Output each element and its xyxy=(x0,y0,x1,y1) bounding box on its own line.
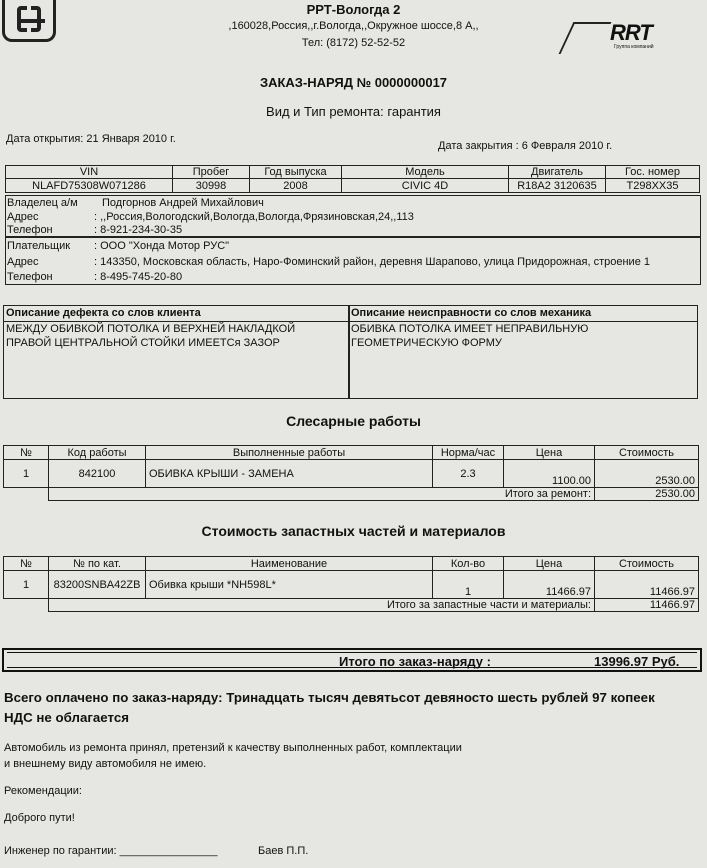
rrt-logo xyxy=(566,18,676,52)
client-defect-text-2: ПРАВОЙ ЦЕНТРАЛЬНОЙ СТОЙКИ ИМЕЕТСя ЗАЗОР xyxy=(6,337,280,349)
parts-row-price: 11466.97 xyxy=(504,571,595,599)
grand-total-box xyxy=(2,648,702,672)
payer-address-value: : 143350, Московская область, Наро-Фоминский район, деревня Шарапово, улица Придорожная, строение 1 xyxy=(94,256,650,268)
works-header-num: № xyxy=(4,446,49,460)
client-defect-box xyxy=(3,305,350,399)
payer-phone-label: Телефон xyxy=(7,271,53,283)
parts-total-label: Итого за запастные части и материалы: xyxy=(49,599,595,612)
client-defect-header: Описание дефекта со слов клиента xyxy=(4,306,349,322)
works-row-num: 1 xyxy=(4,460,49,488)
works-row-price: 1100.00 xyxy=(504,460,595,488)
vehicle-plate: Т298ХХ35 xyxy=(606,179,700,193)
mechanic-defect-text-2: ГЕОМЕТРИЧЕСКУЮ ФОРМУ xyxy=(351,337,502,349)
payer-block xyxy=(5,237,701,285)
vehicle-header-plate: Гос. номер xyxy=(606,166,700,179)
payer-value: : ООО "Хонда Мотор РУС" xyxy=(94,240,230,252)
parts-header-catalog: № по кат. xyxy=(49,557,146,571)
paid-amount-text: Всего оплачено по заказ-наряду: Тринадцать тысяч девятьсот девяносто шесть рублей 97 копеек xyxy=(4,690,655,705)
works-total-value: 2530.00 xyxy=(595,488,699,501)
parts-total-value: 11466.97 xyxy=(595,599,699,612)
grand-total-value: 13996.97 Руб. xyxy=(594,654,680,669)
vehicle-header-year: Год выпуска xyxy=(250,166,342,179)
vehicle-mileage: 30998 xyxy=(173,179,250,193)
mechanic-defect-header: Описание неисправности со слов механика xyxy=(349,306,697,322)
vehicle-year: 2008 xyxy=(250,179,342,193)
client-defect-text-1: МЕЖДУ ОБИВКОЙ ПОТОЛКА И ВЕРХНЕЙ НАКЛАДКОЙ xyxy=(6,323,296,335)
owner-phone-label: Телефон xyxy=(7,224,53,236)
parts-row-cost: 11466.97 xyxy=(595,571,699,599)
vehicle-header-model: Модель xyxy=(342,166,509,179)
parts-table xyxy=(3,556,699,612)
works-row-code: 842100 xyxy=(49,460,146,488)
parts-row-catalog: 83200SNBA42ZB xyxy=(49,571,146,599)
owner-value: Подгорнов Андрей Михайлович xyxy=(102,197,264,209)
payer-label: Плательщик xyxy=(7,240,71,252)
vehicle-header-mileage: Пробег xyxy=(173,166,250,179)
works-header-code: Код работы xyxy=(49,446,146,460)
acceptance-text-1: Автомобиль из ремонта принял, претензий к качеству выполненных работ, комплектации xyxy=(4,742,462,754)
parts-row-name: Обивка крыши *NH598L* xyxy=(146,571,433,599)
parts-header-cost: Стоимость xyxy=(595,557,699,571)
close-date: Дата закрытия : 6 Февраля 2010 г. xyxy=(438,140,613,152)
engineer-name: Баев П.П. xyxy=(258,845,309,857)
company-name: РРТ-Вологда 2 xyxy=(306,2,401,17)
grand-total-label: Итого по заказ-наряду : xyxy=(339,654,491,669)
vehicle-model: CIVIC 4D xyxy=(342,179,509,193)
vehicle-header-vin: VIN xyxy=(6,166,173,179)
company-address: ,160028,Россия,,г.Вологда,,Окружное шоссе,8 А,, xyxy=(228,20,479,32)
document-subtitle: Вид и Тип ремонта: гарантия xyxy=(266,104,441,119)
owner-address-label: Адрес xyxy=(7,211,39,223)
owner-address-value: : ,,Россия,Вологодский,Вологда,Вологда,Фрязиновская,24,,113 xyxy=(94,211,414,223)
vat-text: НДС не облагается xyxy=(4,710,129,725)
owner-phone-value: : 8-921-234-30-35 xyxy=(94,224,183,236)
vehicle-table xyxy=(5,165,700,193)
mechanic-defect-text-1: ОБИВКА ПОТОЛКА ИМЕЕТ НЕПРАВИЛЬНУЮ xyxy=(351,323,589,335)
works-header-norm: Норма/час xyxy=(433,446,504,460)
vehicle-vin: NLAFD75308W071286 xyxy=(6,179,173,193)
payer-address-label: Адрес xyxy=(7,256,39,268)
company-phone: Тел: (8172) 52-52-52 xyxy=(301,37,406,49)
mechanic-defect-box xyxy=(348,305,698,399)
parts-title: Стоимость запастных частей и материалов xyxy=(201,523,506,539)
parts-row-qty: 1 xyxy=(433,571,504,599)
engineer-label: Инженер по гарантии: ________________ xyxy=(4,845,218,857)
owner-block xyxy=(5,195,701,237)
document-title: ЗАКАЗ-НАРЯД № 0000000017 xyxy=(259,75,448,90)
works-header-price: Цена xyxy=(504,446,595,460)
vehicle-header-engine: Двигатель xyxy=(509,166,606,179)
payer-phone-value: : 8-495-745-20-80 xyxy=(94,271,183,283)
works-total-label: Итого за ремонт: xyxy=(49,488,595,501)
recommendations-label: Рекомендации: xyxy=(4,785,82,797)
rrt-logo-text: RRT xyxy=(610,20,652,45)
works-row-cost: 2530.00 xyxy=(595,460,699,488)
vehicle-engine: R18A2 3120635 xyxy=(509,179,606,193)
works-header-cost: Стоимость xyxy=(595,446,699,460)
parts-header-name: Наименование xyxy=(146,557,433,571)
works-row-norm: 2.3 xyxy=(433,460,504,488)
works-header-work: Выполненные работы xyxy=(146,446,433,460)
rrt-logo-subtext: Группа компаний xyxy=(614,44,654,50)
acceptance-text-2: и внешнему виду автомобиля не имею. xyxy=(4,758,207,770)
owner-label: Владелец а/м xyxy=(7,197,78,209)
open-date: Дата открытия: 21 Января 2010 г. xyxy=(6,133,176,145)
parts-header-qty: Кол-во xyxy=(433,557,504,571)
works-row-name: ОБИВКА КРЫШИ - ЗАМЕНА xyxy=(146,460,433,488)
goodbye-text: Доброго пути! xyxy=(4,812,75,824)
parts-header-num: № xyxy=(4,557,49,571)
works-table xyxy=(3,445,699,501)
parts-header-price: Цена xyxy=(504,557,595,571)
parts-row-num: 1 xyxy=(4,571,49,599)
works-title: Слесарные работы xyxy=(286,413,421,429)
